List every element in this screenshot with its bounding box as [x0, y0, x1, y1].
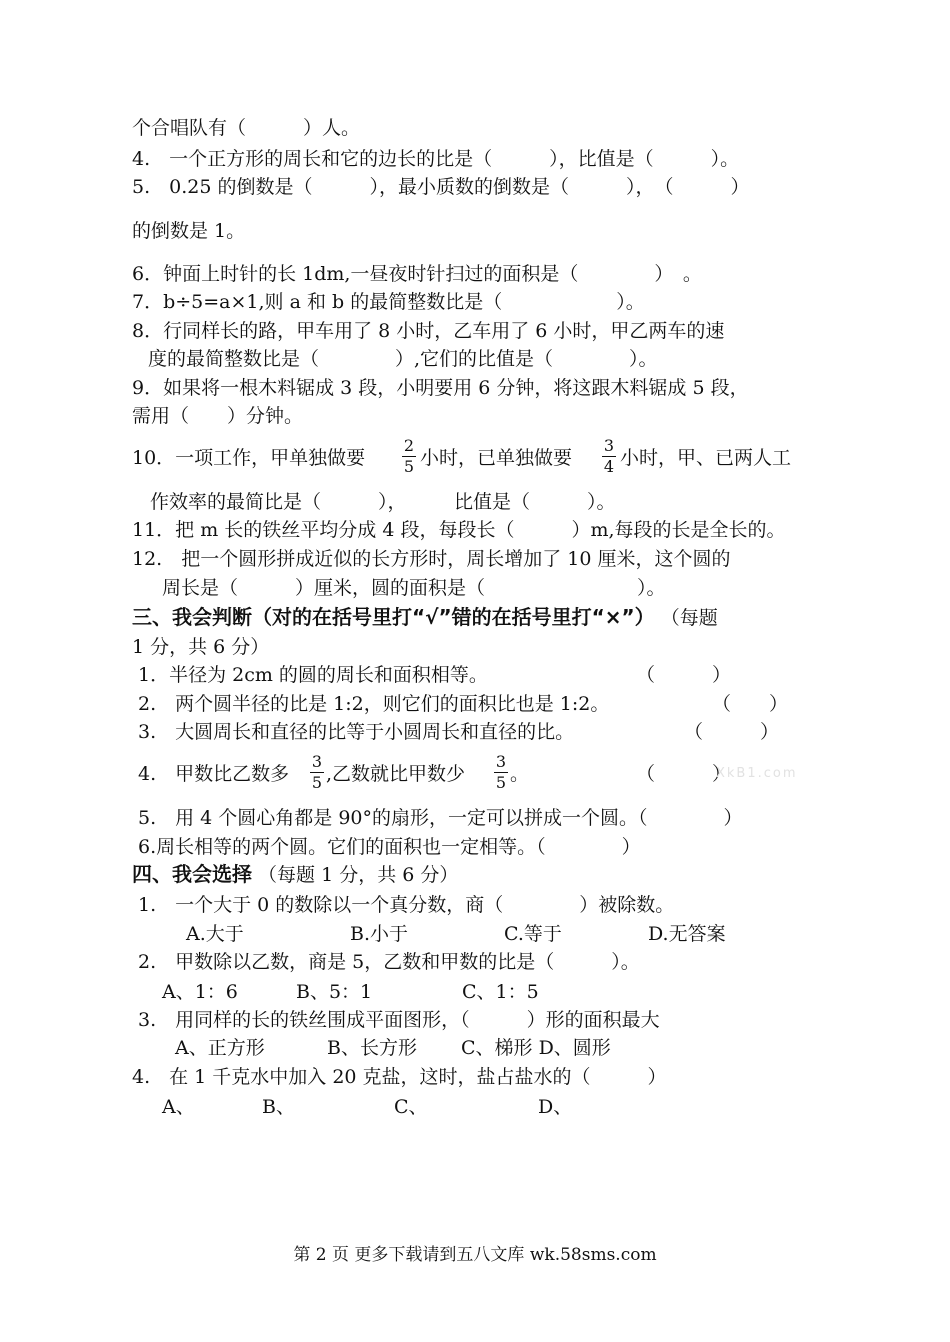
option: C、1：5	[462, 981, 539, 1003]
choice-2: 2. 甲数除以乙数，商是 5，乙数和甲数的比是（ ）。	[138, 951, 640, 973]
fraction-denominator: 4	[603, 457, 615, 476]
answer-paren: （ ）	[712, 693, 789, 715]
judge-3: 3. 大圆周长和直径的比等于小圆周长和直径的比。	[138, 721, 575, 743]
text-line: 的倒数是 1。	[132, 220, 246, 242]
option: A、正方形	[175, 1037, 265, 1059]
text-line: 需用（ ）分钟。	[132, 405, 304, 427]
judge-4	[138, 762, 289, 786]
page-footer: 第 2 页 更多下载请到五八文库 wk.58sms.com	[293, 1245, 657, 1265]
fraction-numerator: 2	[403, 436, 415, 455]
text-segment: 小时，已单独做要	[420, 447, 573, 469]
option: C.等于	[504, 923, 562, 945]
answer-paren: （ ）	[684, 721, 780, 743]
fraction-denominator: 5	[495, 773, 507, 792]
fraction	[602, 437, 616, 476]
fraction	[494, 753, 508, 792]
text-segment: 小时，甲、已两人工	[620, 447, 792, 469]
judge-6: 6.周长相等的两个圆。它们的面积也一定相等。（ ）	[138, 836, 641, 858]
section-note: 1 分，共 6 分）	[132, 636, 270, 658]
judge-1: 1．半径为 2cm 的圆的周长和面积相等。	[138, 664, 488, 686]
text-segment: ,乙数就比甲数少	[326, 763, 466, 785]
answer-paren: （ ）	[636, 664, 732, 686]
judge-2: 2. 两个圆半径的比是 1:2，则它们的面积比也是 1:2。	[138, 693, 610, 715]
fraction	[402, 437, 416, 476]
question-10	[132, 446, 365, 470]
option: B、长方形	[327, 1037, 417, 1059]
text-line: 作效率的最简比是（ ）， 比值是（ ）。	[150, 491, 616, 513]
text-line: 周长是（ ）厘米，圆的面积是（ ）。	[162, 577, 666, 599]
text-segment: 。	[510, 763, 530, 785]
text-segment: 4. 甲数比乙数多	[138, 763, 290, 785]
fraction-numerator: 3	[311, 752, 323, 771]
text-segment: 10．一项工作，甲单独做要	[132, 447, 366, 469]
choice-4: 4. 在 1 千克水中加入 20 克盐，这时，盐占盐水的（ ）	[132, 1066, 667, 1088]
text-line: 度的最简整数比是（ ）,它们的比值是（ ）。	[148, 348, 658, 370]
option: A、1：6	[162, 981, 238, 1003]
section-3-heading	[132, 605, 718, 630]
fraction-numerator: 3	[495, 752, 507, 771]
fraction-denominator: 5	[311, 773, 323, 792]
answer-paren: （ ）	[636, 763, 732, 785]
option: C、梯形 D、圆形	[461, 1037, 611, 1059]
section-title: 四、我会选择	[132, 862, 252, 886]
option: B.小于	[350, 923, 409, 945]
question-5: 5. 0.25 的倒数是（ ），最小质数的倒数是（ ）， （ ）	[132, 176, 750, 198]
question-8: 8．行同样长的路，甲车用了 8 小时，乙车用了 6 小时，甲乙两车的速	[132, 320, 725, 342]
option: B、5：1	[296, 981, 373, 1003]
section-note: （每题 1 分，共 6 分）	[258, 864, 459, 886]
section-4-heading	[132, 862, 458, 887]
choice-1: 1. 一个大于 0 的数除以一个真分数，商（ ）被除数。	[138, 894, 675, 916]
watermark: XkB1.com	[716, 766, 798, 781]
choice-3: 3. 用同样的长的铁丝围成平面图形，（ ）形的面积最大	[138, 1009, 660, 1031]
fraction	[310, 753, 324, 792]
option: D.无答案	[648, 923, 726, 945]
section-note: （每题	[660, 607, 718, 629]
fraction-numerator: 3	[603, 436, 615, 455]
question-7: 7．b÷5=a×1,则 a 和 b 的最简整数比是（ ）。	[132, 291, 645, 313]
option: A.大于	[186, 923, 244, 945]
question-12: 12. 把一个圆形拼成近似的长方形时，周长增加了 10 厘米，这个圆的	[132, 548, 731, 570]
option: D、	[538, 1096, 573, 1118]
question-9: 9．如果将一根木料锯成 3 段，小明要用 6 分钟，将这跟木料锯成 5 段，	[132, 377, 749, 399]
question-4: 4. 一个正方形的周长和它的边长的比是（ ），比值是（ ）。	[132, 148, 740, 170]
question-6: 6．钟面上时针的长 1dm,一昼夜时针扫过的面积是（ ） 。	[132, 263, 702, 285]
judge-5: 5. 用 4 个圆心角都是 90°的扇形，一定可以拼成一个圆。（ ）	[138, 807, 743, 829]
text-line: 个合唱队有（ ）人。	[132, 117, 361, 139]
question-11: 11．把 m 长的铁丝平均分成 4 段，每段长（ ）m,每段的长是全长的。	[132, 519, 786, 541]
option: B、	[262, 1096, 295, 1118]
fraction-denominator: 5	[403, 457, 415, 476]
option: A、	[162, 1096, 195, 1118]
section-title: 三、我会判断（对的在括号里打“√”错的在括号里打“×”）	[132, 605, 655, 629]
option: C、	[394, 1096, 428, 1118]
